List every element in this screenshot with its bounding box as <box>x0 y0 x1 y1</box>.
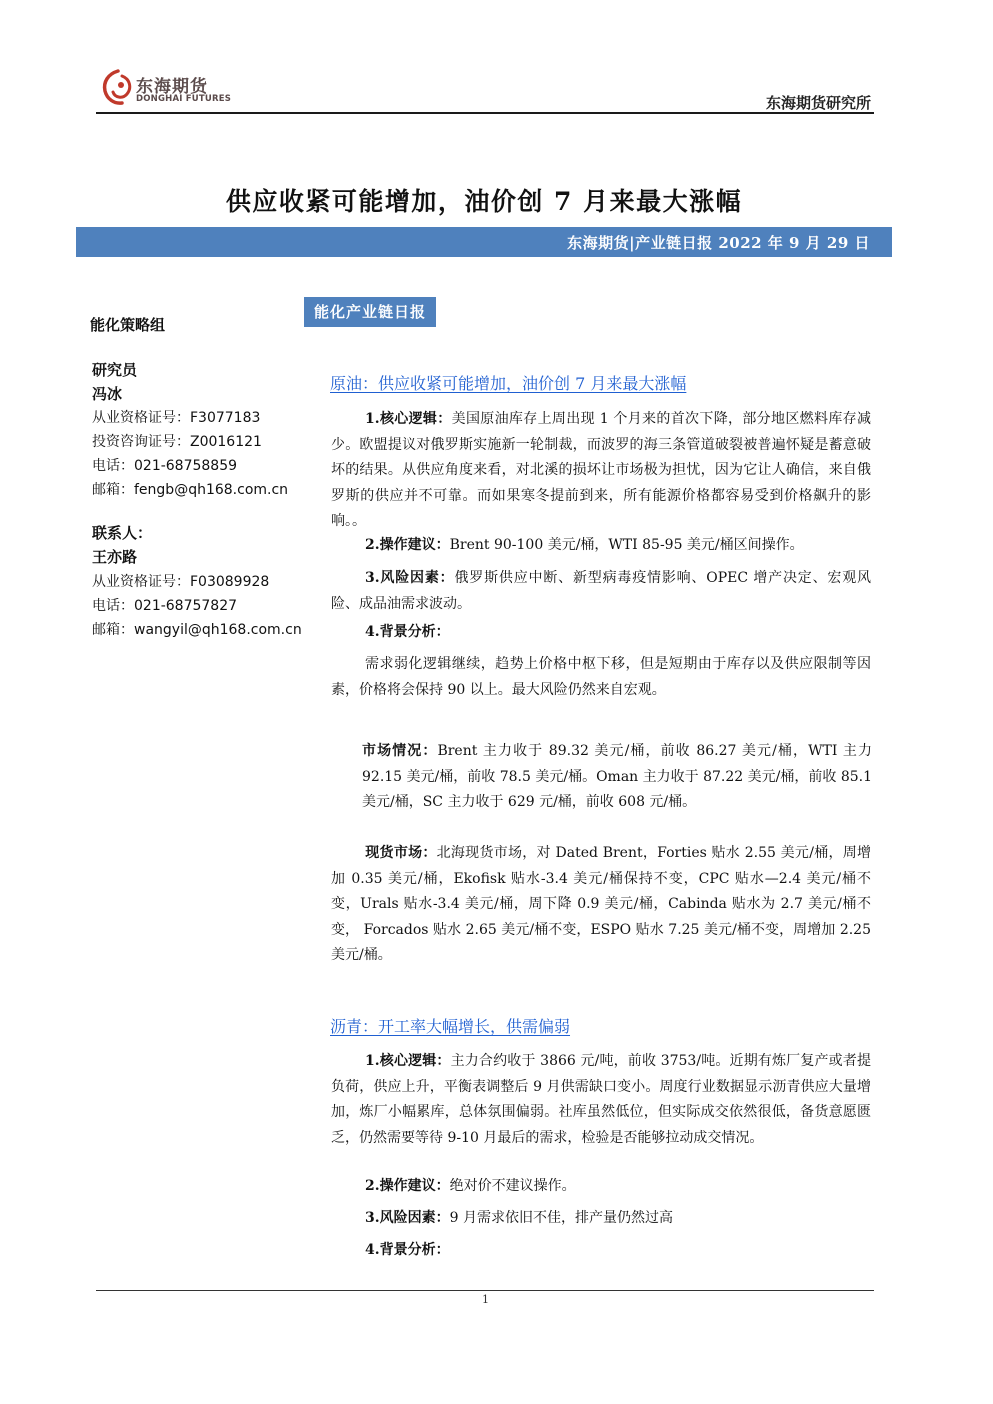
asphalt-suggestion-label: 2.操作建议： <box>365 1178 450 1194</box>
contact-email[interactable]: 邮箱：wangyil@qh168.com.cn <box>92 622 302 638</box>
asphalt-background-label: 4.背景分析： <box>365 1242 450 1258</box>
crude-market-text: Brent 主力收于 89.32 美元/桶，前收 86.27 美元/桶，WTI 主力 92.15 美元/桶，前收 78.5 美元/桶。Oman 主力收于 87.22 美元/桶，前收 85.1 美元/桶，SC 主力收于 629 元/桶，前收 608 元/桶。 <box>362 743 872 810</box>
asphalt-suggestion-text: 绝对价不建议操作。 <box>449 1178 576 1194</box>
asphalt-core-logic <box>331 1049 871 1151</box>
contact-phone: 电话：021-68757827 <box>92 598 238 614</box>
section-tag: 能化产业链日报 <box>304 297 436 327</box>
page-number: 1 <box>482 1293 489 1306</box>
crude-risk-text: 俄罗斯供应中断、新型病毒疫情影响、OPEC 增产决定、宏观风险、成品油需求波动。 <box>331 570 871 612</box>
crude-spot-text: 北海现货市场，对 Dated Brent，Forties 贴水 2.55 美元/桶，周增加 0.35 美元/桶，Ekofisk 贴水-3.4 美元/桶保持不变，CPC 贴水—2.4 美元/桶不变，Urals 贴水-3.4 美元/桶，周下降 0.9 美元/桶，Cabinda 贴水为 2.7 美元/桶不变， Forcados 贴水 2.65 美元/桶不变，ESPO 贴水 7.25 美元/桶不变，周增加 2.25 美元/桶。 <box>331 845 872 963</box>
researcher-email[interactable]: 邮箱：fengb@qh168.com.cn <box>92 482 289 498</box>
asphalt-section-title[interactable]: 沥青：开工率大幅增长，供需偏弱 <box>330 1017 571 1036</box>
contact-cert: 从业资格证号：F03089928 <box>92 574 270 590</box>
asphalt-background-label-row <box>331 1238 871 1264</box>
crude-risk <box>331 566 871 617</box>
crude-section-title[interactable]: 原油：供应收紧可能增加，油价创 7 月来最大涨幅 <box>330 374 687 393</box>
asphalt-suggestion <box>331 1174 871 1200</box>
asphalt-risk-label: 3.风险因素： <box>365 1210 450 1226</box>
crude-background-label-row <box>331 620 871 646</box>
logo-text-cn: 东海期货 <box>136 77 208 97</box>
logo-text-en: DONGHAI FUTURES <box>136 94 232 104</box>
researcher-cert: 从业资格证号：F3077183 <box>92 410 261 426</box>
contact-name: 王亦路 <box>92 548 138 566</box>
footer-divider <box>96 1290 874 1291</box>
strategy-group: 能化策略组 <box>90 316 166 334</box>
contact-label: 联系人： <box>92 524 153 542</box>
crude-risk-label: 3.风险因素： <box>365 570 455 586</box>
crude-core-logic-label: 1.核心逻辑： <box>365 411 452 427</box>
asphalt-core-logic-text: 主力合约收于 3866 元/吨，前收 3753/吨。近期有炼厂复产或者提负荷，供应上升，平衡表调整后 9 月供需缺口变小。周度行业数据显示沥青供应大量增加，炼厂小幅累库，总体氛围偏弱。社库虽然低位，但实际成交依然很低，备货意愿匮乏，仍然需要等待 9-10 月最后的需求，检验是否能够拉动成交情况。 <box>331 1053 871 1146</box>
crude-suggestion-label: 2.操作建议： <box>365 537 450 553</box>
crude-background-text: 需求弱化逻辑继续，趋势上价格中枢下移，但是短期由于库存以及供应限制等因素，价格将会保持 90 以上。最大风险仍然来自宏观。 <box>331 656 871 698</box>
researcher-name: 冯冰 <box>92 385 123 403</box>
crude-suggestion-text: Brent 90-100 美元/桶，WTI 85-95 美元/桶区间操作。 <box>449 537 804 553</box>
report-banner <box>76 227 892 257</box>
institute-name: 东海期货研究所 <box>765 94 871 112</box>
researcher-label: 研究员 <box>92 361 138 379</box>
researcher-consult: 投资咨询证号：Z0016121 <box>92 434 262 450</box>
crude-spot <box>331 841 871 969</box>
crude-core-logic-text: 美国原油库存上周出现 1 个月来的首次下降，部分地区燃料库存减少。欧盟提议对俄罗斯实施新一轮制裁，而波罗的海三条管道破裂被普遍怀疑是蓄意破坏的结果。从供应角度来看，对北溪的损坏让市场极为担忧，因为它让人确信，来自俄罗斯的供应并不可靠。而如果寒冬提前到来，所有能源价格都容易受到价格飙升的影响。。 <box>331 411 871 529</box>
dragon-logo-icon <box>100 68 136 108</box>
report-title: 供应收紧可能增加，油价创 7 月来最大涨幅 <box>225 187 743 216</box>
crude-core-logic <box>331 407 871 535</box>
asphalt-risk-text: 9 月需求依旧不佳，排产量仍然过高 <box>449 1210 673 1226</box>
crude-market <box>362 739 872 816</box>
header-divider <box>96 112 874 114</box>
crude-market-label: 市场情况： <box>362 743 438 759</box>
crude-suggestion <box>331 533 871 559</box>
crude-spot-label: 现货市场： <box>365 845 437 861</box>
researcher-phone: 电话：021-68758859 <box>92 458 238 474</box>
asphalt-risk <box>331 1206 871 1232</box>
crude-background-label: 4.背景分析： <box>365 624 450 640</box>
banner-text: 东海期货|产业链日报 2022 年 9 月 29 日 <box>567 234 870 252</box>
asphalt-core-logic-label: 1.核心逻辑： <box>365 1053 451 1069</box>
